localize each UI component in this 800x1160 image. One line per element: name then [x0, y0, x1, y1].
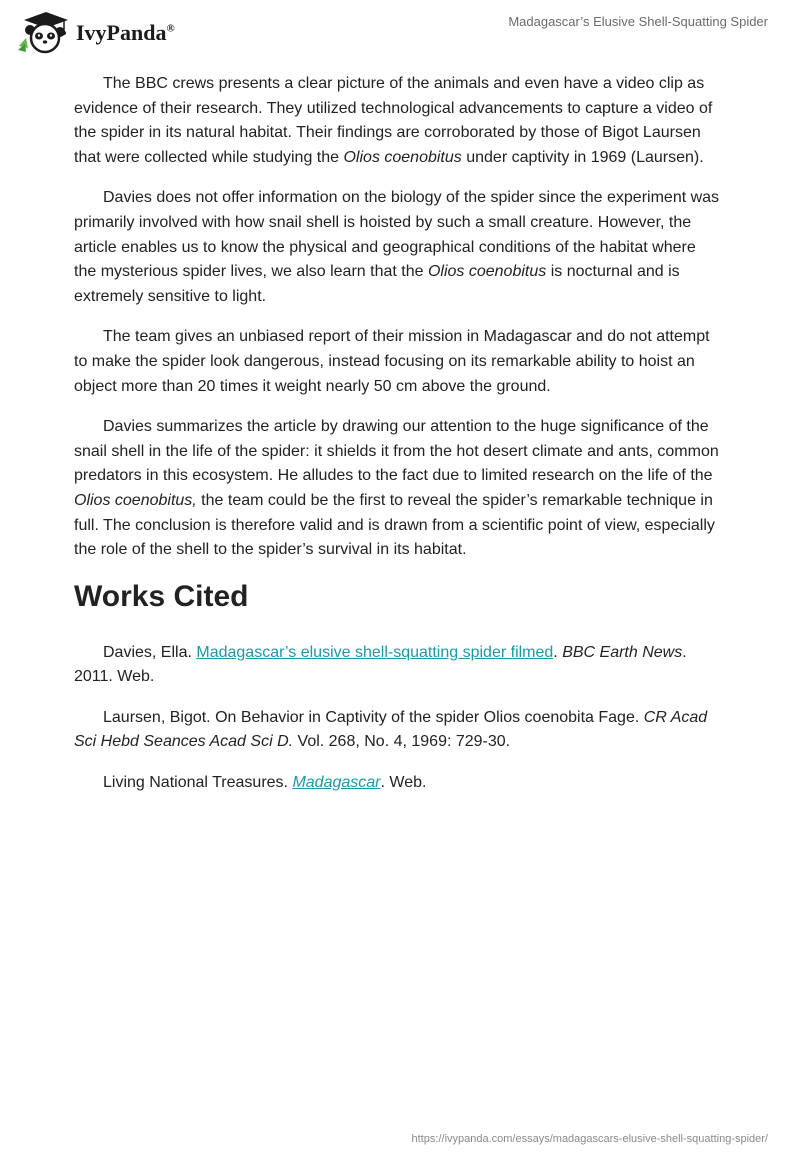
italic-text: Olios coenobitus,: [74, 491, 197, 509]
text-run: Living National Treasures.: [103, 774, 293, 792]
text-run: Vol. 268, No. 4, 1969: 729-30.: [293, 733, 511, 751]
italic-text: BBC Earth News: [562, 643, 683, 661]
text-run: . 2011. Web.: [74, 643, 687, 686]
italic-text: Olios coenobitus: [343, 148, 462, 166]
body-paragraph: [74, 186, 722, 309]
text-run: Davies, Ella.: [103, 643, 197, 661]
text-run: .: [553, 643, 563, 661]
essay-body: [74, 72, 722, 812]
text-run: . Web.: [380, 774, 427, 792]
citation-entry: [74, 641, 722, 690]
body-paragraph: [74, 72, 722, 170]
citations: [74, 641, 722, 796]
panda-graduate-icon: [16, 8, 72, 54]
ivypanda-logo[interactable]: [16, 8, 175, 54]
body-paragraph: [74, 325, 722, 399]
works-cited-heading: Works Cited: [74, 579, 249, 613]
text-run: the team could be the first to reveal the spider’s remarkable technique in full. The conclusion is therefore valid and is drawn from a scientific point of view, especially the role of the shell to the spider’s survival in its habitat.: [74, 491, 715, 559]
italic-text: Olios coenobitus: [427, 263, 547, 281]
text-run: Laursen, Bigot. On Behavior in Captivity of the spider Olios coenobita Fage.: [103, 708, 644, 726]
brand-name: IvyPanda®: [76, 20, 175, 45]
source-url[interactable]: https://ivypanda.com/essays/madagascars-elusive-shell-squatting-spider/: [411, 1133, 768, 1145]
paragraphs: [74, 72, 722, 563]
text-run: Davies does not offer information on the biology of the spider since the experiment was primarily involved with how snail shell is hoisted by such a small creature. However, the article enables us to know the physical and geographical conditions of the habitat where the mysterious spider lives, we also learn that the: [74, 189, 720, 281]
text-run: is nocturnal and is extremely sensitive to light.: [74, 263, 680, 305]
citation-link[interactable]: Madagascar: [292, 774, 381, 792]
citation-entry: [74, 771, 722, 796]
text-run: The team gives an unbiased report of their mission in Madagascar and do not attempt to make the spider look dangerous, instead focusing on its remarkable ability to hoist an object more than 20 times it weight nearly 50 cm above the ground.: [74, 328, 710, 395]
text-run: The BBC crews presents a clear picture of the animals and even have a video clip as evidence of their research. They utilized technological advancements to capture a video of the spider in its natural habitat. Their findings are corroborated by those of Bigot Laursen that were collected while studying the: [74, 75, 713, 166]
citation-link[interactable]: Madagascar’s elusive shell-squatting spider filmed: [196, 643, 554, 661]
header: [0, 0, 800, 64]
text-run: under captivity in 1969 (Laursen).: [461, 148, 704, 166]
document-title: Madagascar’s Elusive Shell-Squatting Spider: [508, 14, 768, 29]
citation-entry: [74, 706, 722, 755]
text-run: Davies summarizes the article by drawing our attention to the huge significance of the snail shell in the life of the spider: it shields it from the hot desert climate and ants, common predators in this ecosystem. He alludes to the fact due to limited research on the life of the: [74, 418, 719, 485]
italic-text: CR Acad Sci Hebd Seances Acad Sci D.: [74, 708, 708, 751]
body-paragraph: [74, 415, 722, 563]
